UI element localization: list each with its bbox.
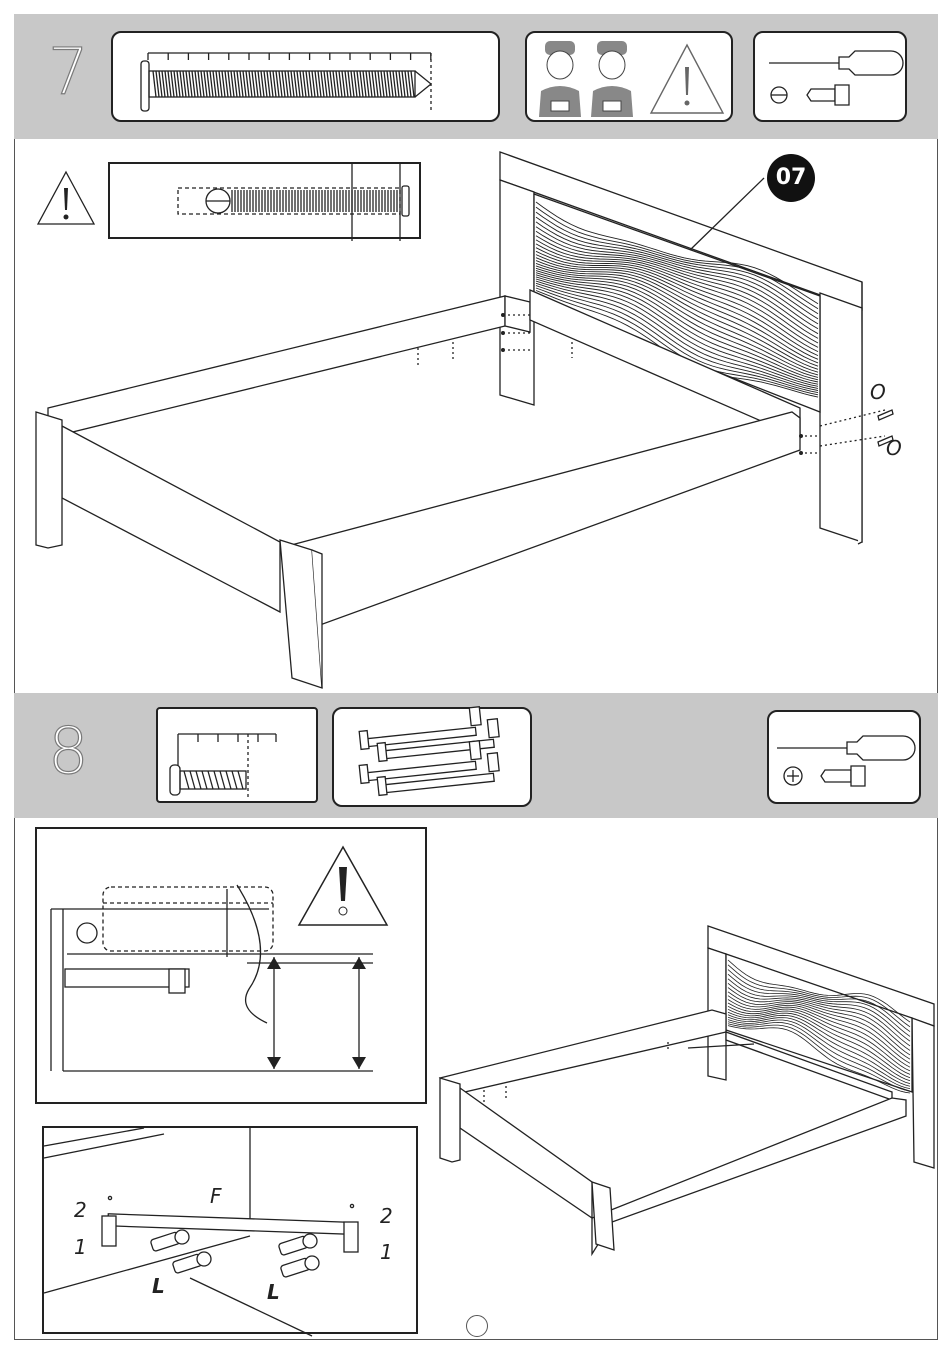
- label-L-left: L: [152, 1274, 165, 1298]
- page-number-circle: [466, 1315, 488, 1337]
- label-F: F: [210, 1184, 222, 1208]
- part-label-top: O: [870, 380, 886, 404]
- step7-number: 7: [48, 36, 89, 110]
- step7-tools-box: [753, 31, 907, 122]
- flat-screwdriver-icon: [755, 33, 909, 124]
- height-detail-frame: [35, 827, 427, 1104]
- bed-assembly-illustration: [30, 150, 910, 695]
- bed-with-bracket-illustration: [436, 922, 936, 1252]
- step7-bolt-box: [111, 31, 500, 122]
- step8-screw-box: [156, 707, 318, 803]
- callout-badge: 07: [767, 154, 815, 202]
- label-right-bottom: 1: [380, 1240, 393, 1264]
- bracket-detail-frame: [42, 1126, 418, 1334]
- screw-icon: [158, 709, 320, 805]
- step7-workers-box: [525, 31, 733, 122]
- bracket-icon: [334, 709, 534, 809]
- label-right-top: 2: [380, 1204, 393, 1228]
- step8-brackets-box: [332, 707, 532, 807]
- two-person-icon: [527, 33, 735, 124]
- step8-tools-box: [767, 710, 921, 804]
- bracket-detail-illustration: [44, 1128, 420, 1336]
- label-left-top: 2: [74, 1198, 87, 1222]
- part-label-bottom: O: [886, 436, 902, 460]
- height-detail-illustration: [37, 829, 429, 1106]
- label-left-bottom: 1: [74, 1235, 87, 1259]
- phillips-screwdriver-icon: [769, 712, 923, 806]
- bolt-icon: [113, 33, 502, 124]
- warning-icon: [299, 847, 387, 925]
- label-L-right: L: [267, 1280, 280, 1304]
- step8-number: 8: [48, 715, 89, 789]
- warning-icon: [651, 45, 723, 113]
